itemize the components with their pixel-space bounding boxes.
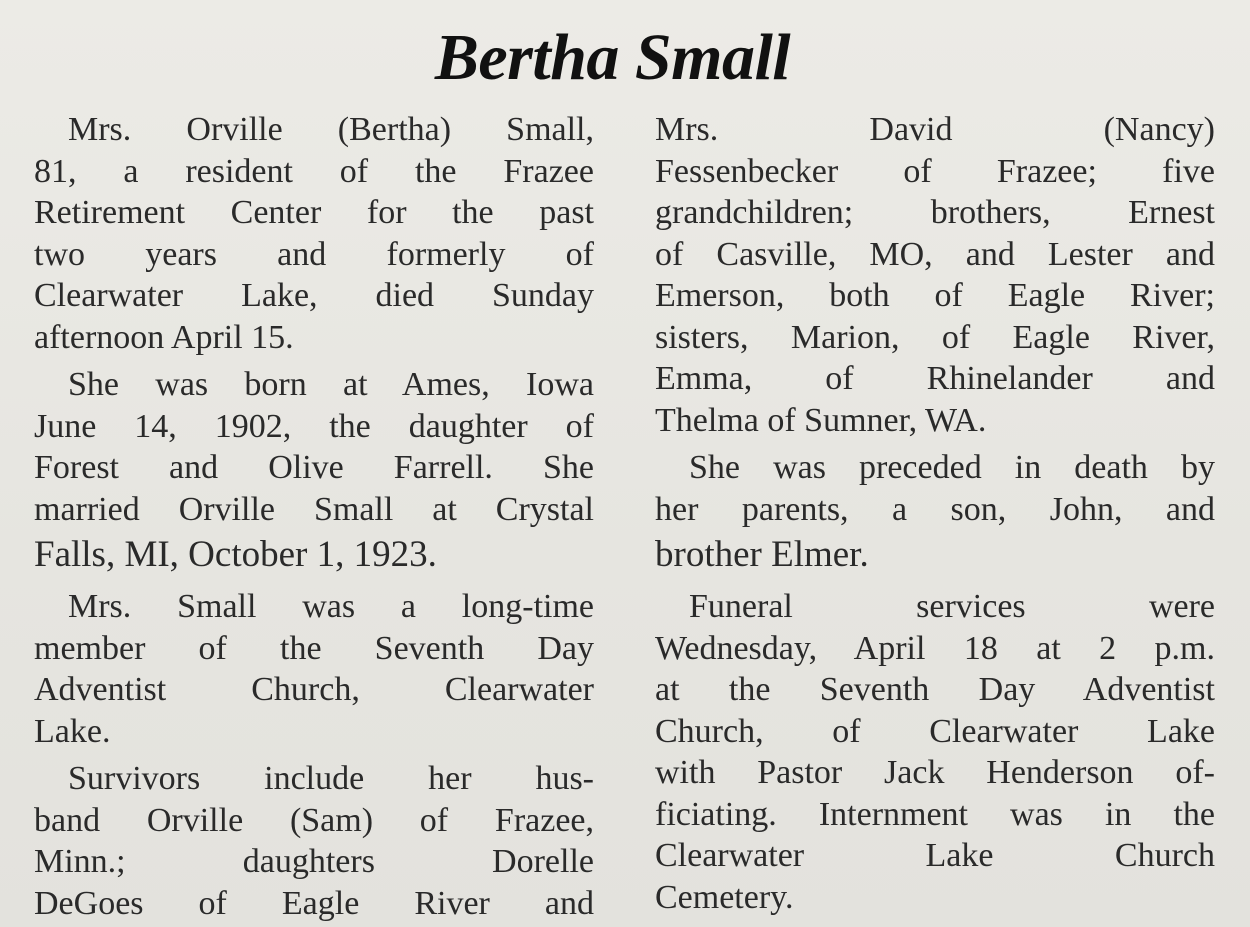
text-line: DeGoes of Eagle River and: [34, 884, 594, 922]
left-column: [34, 109, 594, 924]
text-line: Wednesday, April 18 at 2 p.m.: [655, 629, 1215, 667]
text-line: sisters, Marion, of Eagle River,: [655, 318, 1215, 356]
text-line: Church, of Clearwater Lake: [655, 712, 1215, 750]
text-line: Mrs. Small was a long-time: [68, 588, 594, 625]
text-line: band Orville (Sam) of Frazee,: [34, 801, 594, 839]
text-line: Minn.; daughters Dorelle: [34, 843, 594, 880]
text-line: brother Elmer.: [655, 534, 869, 575]
text-line: of Casville, MO, and Lester and: [655, 235, 1215, 273]
text-line: her parents, a son, John, and: [655, 490, 1215, 528]
text-line: She was born at Ames, Iowa: [68, 366, 594, 403]
text-line: ficiating. Internment was in the: [655, 795, 1215, 833]
text-line: Retirement Center for the past: [34, 194, 594, 231]
text-line: Emerson, both of Eagle River;: [655, 277, 1215, 314]
text-line: Clearwater Lake Church: [655, 837, 1215, 874]
text-line: member of the Seventh Day: [34, 629, 594, 667]
text-line: Falls, MI, October 1, 1923.: [34, 534, 437, 575]
text-line: Adventist Church, Clearwater: [34, 671, 594, 708]
text-line: Funeral services were: [689, 588, 1215, 625]
text-line: at the Seventh Day Adventist: [655, 671, 1215, 708]
text-line: two years and formerly of: [34, 235, 594, 273]
text-line: afternoon April 15.: [34, 318, 294, 356]
text-line: grandchildren; brothers, Ernest: [655, 194, 1215, 231]
text-line: Clearwater Lake, died Sunday: [34, 277, 594, 314]
text-line: June 14, 1902, the daughter of: [34, 407, 594, 445]
text-line: Lake.: [34, 712, 111, 750]
obituary-title: Bertha Small: [434, 21, 791, 94]
text-line: Mrs. Orville (Bertha) Small,: [68, 111, 594, 148]
text-line: with Pastor Jack Henderson of-: [655, 754, 1215, 791]
text-line: 81, a resident of the Frazee: [34, 152, 594, 190]
text-line: Mrs. David (Nancy): [655, 111, 1215, 148]
text-line: Emma, of Rhinelander and: [655, 360, 1215, 397]
text-line: Survivors include her hus-: [68, 760, 594, 797]
right-column: [655, 109, 1215, 918]
text-line: Thelma of Sumner, WA.: [655, 401, 987, 439]
text-line: married Orville Small at Crystal: [34, 490, 594, 528]
text-line: She was preceded in death by: [689, 449, 1215, 486]
text-line: Cemetery.: [655, 878, 794, 916]
text-line: Fessenbecker of Frazee; five: [655, 152, 1215, 190]
text-line: Forest and Olive Farrell. She: [34, 449, 594, 486]
